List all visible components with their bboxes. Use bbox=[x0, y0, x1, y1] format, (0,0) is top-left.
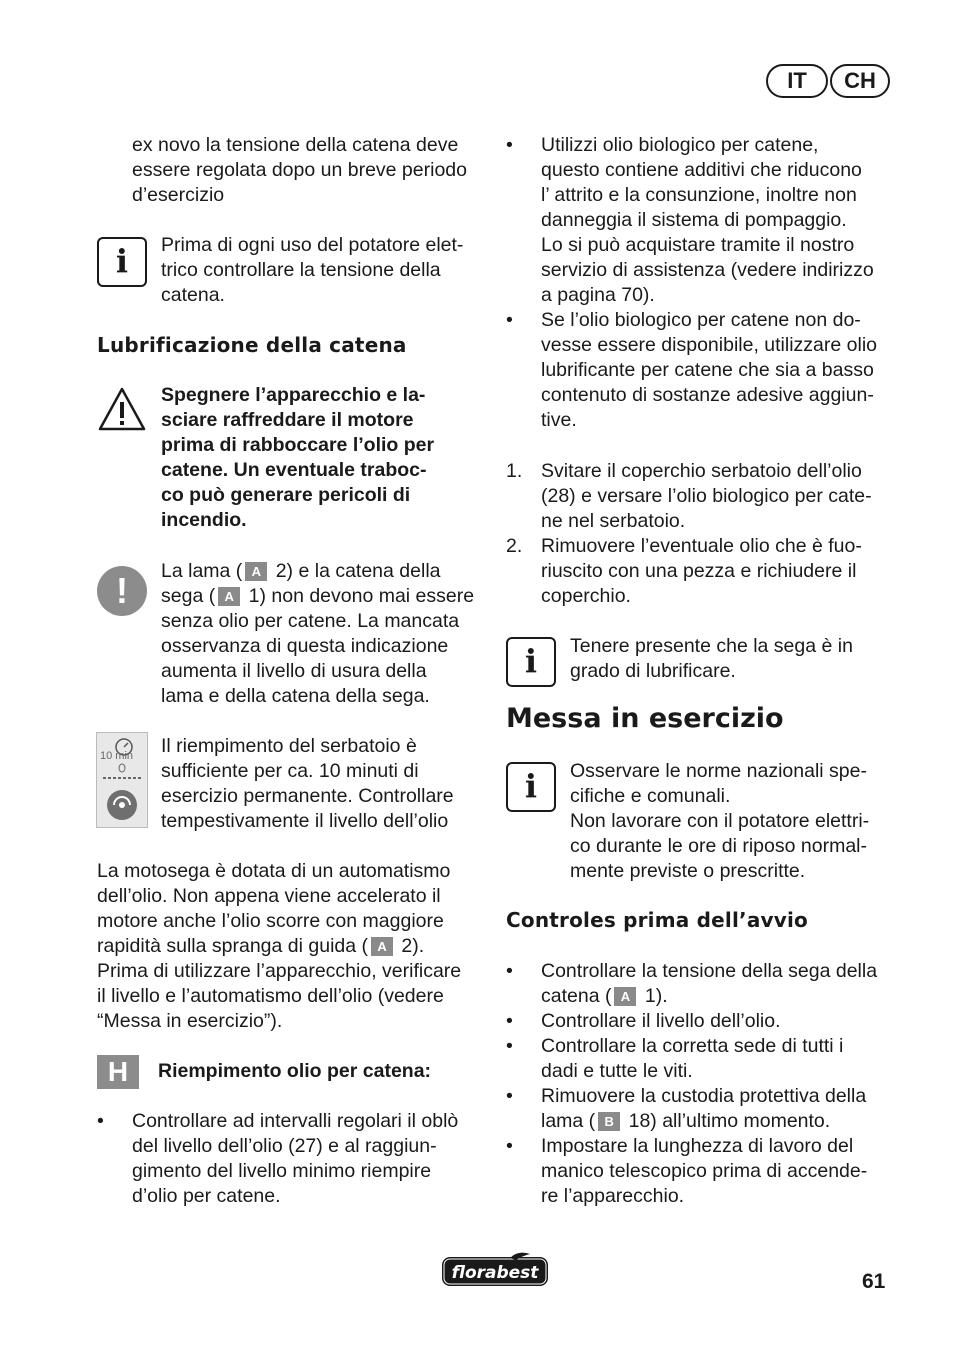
warning-line: incendio. bbox=[161, 509, 247, 531]
svg-text:florabest: florabest bbox=[451, 1263, 539, 1283]
oil-fill-title: Riempimento olio per catena: bbox=[158, 1060, 432, 1082]
info-icon: i bbox=[97, 237, 147, 287]
info-note-lubricate bbox=[570, 634, 900, 684]
info-icon: i bbox=[506, 637, 556, 687]
auto-oil-paragraph bbox=[97, 859, 492, 1034]
timer-line: sufficiente per ca. 10 minuti di bbox=[161, 760, 419, 782]
auto-line: rapidità sulla spranga di guida ( A 2). bbox=[97, 935, 425, 957]
intro-paragraph bbox=[132, 133, 492, 208]
auto-line: Prima di utilizzare l’apparecchio, verificare bbox=[97, 960, 462, 982]
timer-line: tempestivamente il livello dell’olio bbox=[161, 810, 449, 832]
auto-line: il livello e l’automatismo dell’olio (vedere bbox=[97, 985, 444, 1007]
info-note-regulations bbox=[570, 759, 900, 884]
list-line: questo contiene additivi che riducono bbox=[541, 159, 862, 181]
figure-ref-a: A bbox=[614, 987, 636, 1006]
step-line: (28) e versare l’olio biologico per cate- bbox=[541, 485, 872, 507]
timer-line: Il riempimento del serbatoio è bbox=[161, 735, 417, 757]
clock-icon bbox=[97, 733, 147, 827]
list-line: • Controllare ad intervalli regolari il oblò bbox=[132, 1110, 459, 1132]
warning-paragraph bbox=[161, 383, 491, 533]
figure-ref-b: B bbox=[598, 1112, 620, 1131]
intro-line: essere regolata dopo un breve periodo bbox=[132, 159, 467, 181]
warning-line: prima di rabboccare l’olio per bbox=[161, 434, 435, 456]
figure-ref-a: A bbox=[371, 937, 393, 956]
info-line: cifiche e comunali. bbox=[570, 785, 731, 807]
list-line: tive. bbox=[541, 409, 577, 431]
warning-line: co può generare pericoli di bbox=[161, 484, 411, 506]
step-line: Rimuovere l’eventuale olio che è fuo- bbox=[541, 535, 862, 557]
auto-line: dell’olio. Non appena viene accelerato il bbox=[97, 885, 441, 907]
auto-line: motore anche l’olio scorre con maggiore bbox=[97, 910, 444, 932]
section-title-checks: Controles prima dell’avvio bbox=[506, 908, 808, 932]
list-line: • Se l’olio biologico per catene non do- bbox=[541, 309, 861, 331]
step-item bbox=[506, 534, 901, 609]
list-item bbox=[506, 1134, 906, 1209]
info-line: Tenere presente che la sega è in bbox=[570, 635, 853, 657]
caution-line: osservanza di questa indicazione bbox=[161, 635, 449, 657]
step-item bbox=[506, 459, 901, 534]
list-line: danneggia il sistema di pompaggio. bbox=[541, 209, 847, 231]
list-line: catena ( A 1). bbox=[541, 985, 668, 1007]
section-title-operation: Messa in esercizio bbox=[506, 703, 784, 734]
timer-paragraph bbox=[161, 734, 491, 834]
list-line: servizio di assistenza (vedere indirizzo bbox=[541, 259, 874, 281]
page-number: 61 bbox=[862, 1270, 886, 1293]
list-line: • Controllare la corretta sede di tutti i bbox=[541, 1035, 844, 1057]
list-item bbox=[506, 959, 906, 1009]
fill-steps-list bbox=[506, 459, 901, 609]
list-line: • Controllare la tensione della sega della bbox=[541, 960, 878, 982]
figure-ref-a: A bbox=[245, 562, 267, 581]
caution-line: La lama ( A 2) e la catena della bbox=[161, 560, 441, 582]
list-line: lubrificante per catene che sia a basso bbox=[541, 359, 874, 381]
step-line: Svitare il coperchio serbatoio dell’olio bbox=[541, 460, 862, 482]
caution-line: senza olio per catene. La mancata bbox=[161, 610, 460, 632]
language-badge-ch: CH bbox=[830, 64, 890, 98]
info-line: grado di lubrificare. bbox=[570, 660, 736, 682]
intro-line: d’esercizio bbox=[132, 184, 225, 206]
info-line: Osservare le norme nazionali spe- bbox=[570, 760, 867, 782]
intro-line: ex novo la tensione della catena deve bbox=[132, 134, 459, 156]
list-line: l’ attrito e la consunzione, inoltre non bbox=[541, 184, 857, 206]
timer-line: esercizio permanente. Controllare bbox=[161, 785, 454, 807]
oil-fill-list bbox=[97, 1109, 492, 1209]
list-item bbox=[506, 133, 901, 308]
list-line: d’olio per catene. bbox=[132, 1185, 281, 1207]
list-item bbox=[506, 1034, 906, 1084]
list-item bbox=[506, 308, 901, 433]
list-line: del livello dell’olio (27) e al raggiun- bbox=[132, 1135, 437, 1157]
list-line: dadi e tutte le viti. bbox=[541, 1060, 693, 1082]
info-line: trico controllare la tensione della bbox=[161, 259, 441, 281]
step-number: 2. bbox=[506, 535, 523, 557]
list-item bbox=[506, 1084, 906, 1134]
timer-label: 10 min bbox=[100, 750, 134, 762]
step-number: 1. bbox=[506, 460, 523, 482]
caution-line: aumenta il livello di usura della bbox=[161, 660, 427, 682]
step-line: riuscito con una pezza e richiudere il bbox=[541, 560, 857, 582]
section-title-lubrication: Lubrificazione della catena bbox=[97, 333, 407, 357]
caution-paragraph bbox=[161, 559, 491, 709]
list-line: • Controllare il livello dell’olio. bbox=[541, 1010, 781, 1032]
bio-oil-list bbox=[506, 133, 901, 433]
auto-line: “Messa in esercizio”). bbox=[97, 1010, 283, 1032]
list-line: vesse essere disponibile, utilizzare olio bbox=[541, 334, 878, 356]
figure-ref-a: A bbox=[218, 587, 240, 606]
list-line: • Rimuovere la custodia protettiva della bbox=[541, 1085, 867, 1107]
pre-start-checks-list bbox=[506, 959, 906, 1209]
caution-line: sega ( A 1) non devono mai essere bbox=[161, 585, 475, 607]
list-line: contenuto di sostanze adesive aggiun- bbox=[541, 384, 874, 406]
info-icon: i bbox=[506, 762, 556, 812]
list-line: manico telescopico prima di accende- bbox=[541, 1160, 868, 1182]
list-line: re l’apparecchio. bbox=[541, 1185, 685, 1207]
list-line: Lo si può acquistare tramite il nostro bbox=[541, 234, 855, 256]
list-line: gimento del livello minimo riempire bbox=[132, 1160, 432, 1182]
info-line: Prima di ogni uso del potatore elet- bbox=[161, 234, 464, 256]
warning-line: Spegnere l’apparecchio e la- bbox=[161, 384, 426, 406]
warning-triangle-icon bbox=[97, 386, 147, 432]
caution-exclamation-icon: ! bbox=[97, 566, 147, 616]
info-line: co durante le ore di riposo normal- bbox=[570, 835, 867, 857]
list-line: • Impostare la lunghezza di lavoro del bbox=[541, 1135, 854, 1157]
info-line: catena. bbox=[161, 284, 225, 306]
warning-line: sciare raffreddare il motore bbox=[161, 409, 414, 431]
list-line: • Utilizzi olio biologico per catene, bbox=[541, 134, 819, 156]
info-note-tension bbox=[161, 233, 491, 308]
auto-line: La motosega è dotata di un automatismo bbox=[97, 860, 451, 882]
list-line: lama ( B 18) all’ultimo momento. bbox=[541, 1110, 831, 1132]
step-line: ne nel serbatoio. bbox=[541, 510, 686, 532]
info-line: Non lavorare con il potatore elettri- bbox=[570, 810, 870, 832]
list-item bbox=[506, 1009, 906, 1034]
language-badge-it: IT bbox=[766, 64, 828, 98]
info-line: mente previste o prescritte. bbox=[570, 860, 806, 882]
timer-pictogram bbox=[96, 732, 148, 828]
step-line: coperchio. bbox=[541, 585, 631, 607]
list-item bbox=[97, 1109, 492, 1209]
warning-line: catene. Un eventuale traboc- bbox=[161, 459, 427, 481]
florabest-logo bbox=[440, 1252, 550, 1288]
list-line: a pagina 70). bbox=[541, 284, 655, 306]
caution-line: lama e della catena della sega. bbox=[161, 685, 430, 707]
figure-h-label: H bbox=[97, 1055, 139, 1089]
